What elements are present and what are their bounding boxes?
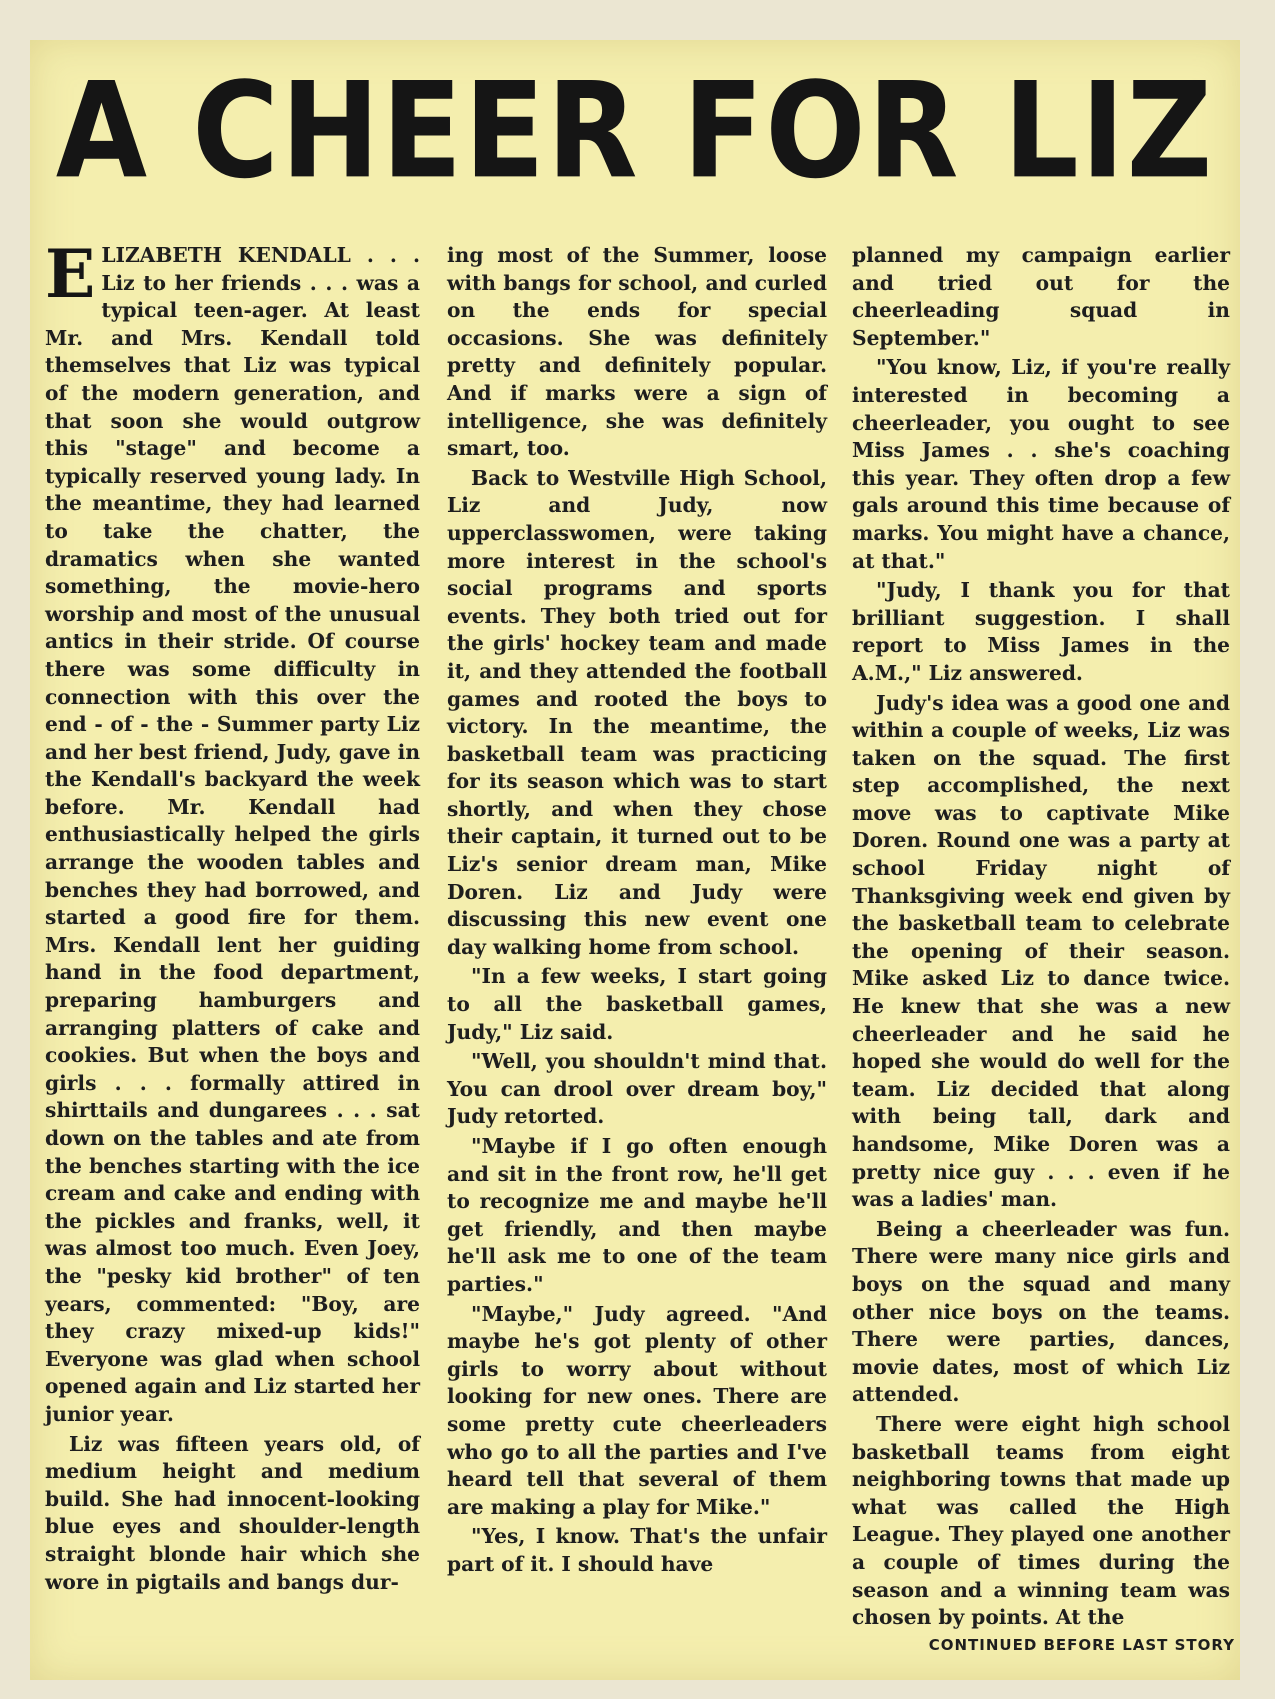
story-title: A CHEER FOR LIZ — [55, 53, 1215, 208]
continued-footer: CONTINUED BEFORE LAST STORY — [928, 1636, 1235, 1654]
paragraph: Back to Westville High School, Liz and Judy, now upperclasswomen, were taking more interest in the school's social programs and sports events. They both tried out for the girls' hockey team and made it, and they attended the football games and rooted the boys to victory. In the meantime, the basketball team was practicing for its season which was to start shortly, and when they chose their captain, it turned out to be Liz's senior dream man, Mike Doren. Liz and Judy were discussing this new event one day walking home from school. — [447, 465, 827, 959]
paragraph: Judy's idea was a good one and within a couple of weeks, Liz was taken on the squad. The first step accomplished, the next move was to captivate Mike Doren. Round one was a party at school Friday night of Thanksgiving week end given by the basketball team to celebrate the opening of their season. Mike asked Liz to dance twice. He knew that she was a new cheerleader and he said he hoped she would do well for the team. Liz decided that along with being tall, dark and handsome, Mike Doren was a pretty nice guy . . . even if he was a ladies' man. — [852, 690, 1230, 1212]
column-2 — [447, 242, 827, 1579]
paragraph: "Maybe if I go often enough and sit in the front row, he'll get to recognize me and maybe he'll get friendly, and then maybe he'll ask me to one of the team parties." — [447, 1134, 827, 1296]
paragraph: planned my campaign earlier and tried out for the cheerleading squad in September." — [852, 243, 1230, 350]
paragraph: "You know, Liz, if you're really interested in becoming a cheerleader, you ought to see Miss James . . she's coaching this year. They often drop a few gals around this time because of marks. You might have a chance, at that." — [852, 355, 1230, 573]
paragraph: "Yes, I know. That's the unfair part of it. I should have — [447, 1524, 827, 1576]
paragraph: "Well, you shouldn't mind that. You can drool over dream boy," Judy retorted. — [447, 1049, 827, 1129]
paragraph: "Maybe," Judy agreed. "And maybe he's got plenty of other girls to worry about without looking for new ones. There are some pretty cute cheerleaders who go to all the parties and I've heard tell that several of them are making a play for Mike." — [447, 1301, 827, 1519]
column-1 — [45, 235, 420, 1596]
paragraph: Liz was fifteen years old, of medium height and medium build. She had innocent-looking blue eyes and shoulder-length straight blonde hair which she wore in pigtails and bangs dur- — [45, 1431, 420, 1594]
paragraph: "Judy, I thank you for that brilliant suggestion. I shall report to Miss James in the A.M.," Liz answered. — [852, 578, 1230, 685]
paragraph: Being a cheerleader was fun. There were many nice girls and boys on the squad and many other nice boys on the teams. There were parties, dances, movie dates, most of which Liz attended. — [852, 1216, 1230, 1407]
paragraph: "In a few weeks, I start going to all the basketball games, Judy," Liz said. — [447, 964, 827, 1044]
paragraph: ELIZABETH KENDALL . . . Liz to her friends . . . was a typical teen-ager. At least Mr. and Mrs. Kendall told themselves that Liz was typical of the modern generation, and that soon she would outgrow this "stage" and become a typically reserved young lady. In the meantime, they had learned to take the chatter, the dramatics when she wanted something, the movie-hero worship and most of the unusual antics in their stride. Of course there was some difficulty in connection with this over the end - of - the - Summer party Liz and her best friend, Judy, gave in the Kendall's backyard the week before. Mr. Kendall had enthusiastically helped the girls arrange the wooden tables and benches they had borrowed, and started a good fire for them. Mrs. Kendall lent her guiding hand in the food department, preparing hamburgers and arranging platters of cake and cookies. But when the boys and girls . . . formally attired in shirttails and dungarees . . . sat down on the tables and ate from the benches starting with the ice cream and cake and ending with the pickles and franks, well, it was almost too much. Even Joey, the "pesky kid brother" of ten years, commented: "Boy, are they crazy mixed-up kids!" Everyone was glad when school opened again and Liz started her junior year. — [45, 235, 420, 1426]
paragraph: There were eight high school basketball teams from eight neighboring towns that made up what was called the High League. They played one another a couple of times during the season and a winning team was chosen by points. At the — [852, 1411, 1230, 1630]
paragraph: ing most of the Summer, loose with bangs for school, and curled on the ends for special occasions. She was definitely pretty and definitely popular. And if marks were a sign of intelligence, she was definitely smart, too. — [447, 243, 827, 461]
column-3 — [852, 242, 1230, 1632]
drop-cap: E — [45, 235, 96, 313]
